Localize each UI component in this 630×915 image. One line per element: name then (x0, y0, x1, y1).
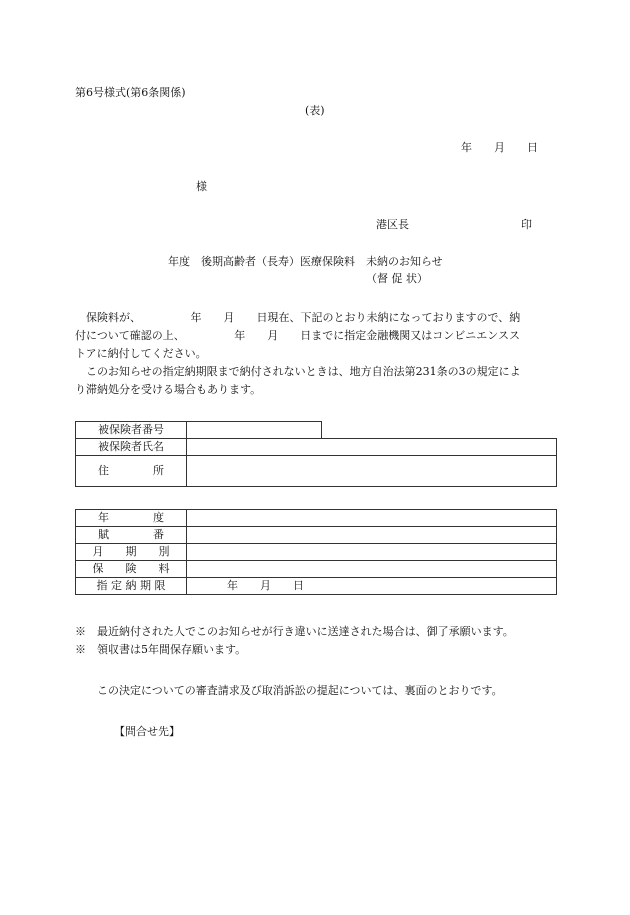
billing-info-table (75, 509, 557, 595)
side-indicator: (表) (305, 104, 325, 117)
premium-label: 保 険 料 (76, 561, 187, 578)
insured-info-table (75, 421, 557, 487)
levy-number-label: 賦 番 (76, 527, 187, 544)
body-line-2: 付について確認の上、 年 月 日までに指定金融機関又はコンビニエンスス (75, 329, 520, 342)
addressee-suffix: 様 (196, 180, 207, 193)
note-1: ※ 最近納付された人でこのお知らせが行き違いに送達された場合は、御了承願います。 (75, 625, 514, 638)
insured-name-value (187, 439, 557, 456)
appeal-notice: この決定についての審査請求及び取消訴訟の提起については、裏面のとおりです。 (97, 684, 503, 697)
levy-number-value (187, 527, 557, 544)
fiscal-year-label: 年 度 (76, 510, 187, 527)
address-label: 住 所 (76, 456, 187, 487)
body-line-3: トアに納付してください。 (75, 347, 207, 360)
body-line-1: 保険料が、 年 月 日現在、下記のとおり未納になっておりますので、納 (86, 311, 521, 324)
notice-subtitle: （督 促 状） (366, 272, 428, 285)
table-blank-area (322, 422, 557, 439)
period-value (187, 544, 557, 561)
period-label: 月 期 別 (76, 544, 187, 561)
notice-title: 年度 後期高齢者（長寿）医療保険料 未納のお知らせ (168, 255, 443, 268)
note-2: ※ 領収書は5年間保存願います。 (75, 643, 247, 656)
due-date-value: 年 月 日 (187, 578, 557, 595)
body-text (75, 309, 557, 399)
insured-number-label: 被保険者番号 (76, 422, 187, 439)
seal-mark: 印 (521, 218, 532, 231)
body-line-5: り滞納処分を受ける場合もあります。 (75, 383, 262, 396)
issue-date: 年 月 日 (461, 141, 538, 154)
form-number: 第6号様式(第6条関係) (75, 86, 186, 99)
contact-heading: 【問合せ先】 (114, 725, 180, 738)
issuer-name: 港区長 (376, 218, 409, 231)
address-value (187, 456, 557, 487)
due-date-label: 指 定 納 期 限 (76, 578, 187, 595)
insured-name-label: 被保険者氏名 (76, 439, 187, 456)
body-line-4: このお知らせの指定納期限まで納付されないときは、地方自治法第231条の3の規定によ (86, 365, 521, 378)
premium-value (187, 561, 557, 578)
fiscal-year-value (187, 510, 557, 527)
insured-number-value (187, 422, 322, 439)
